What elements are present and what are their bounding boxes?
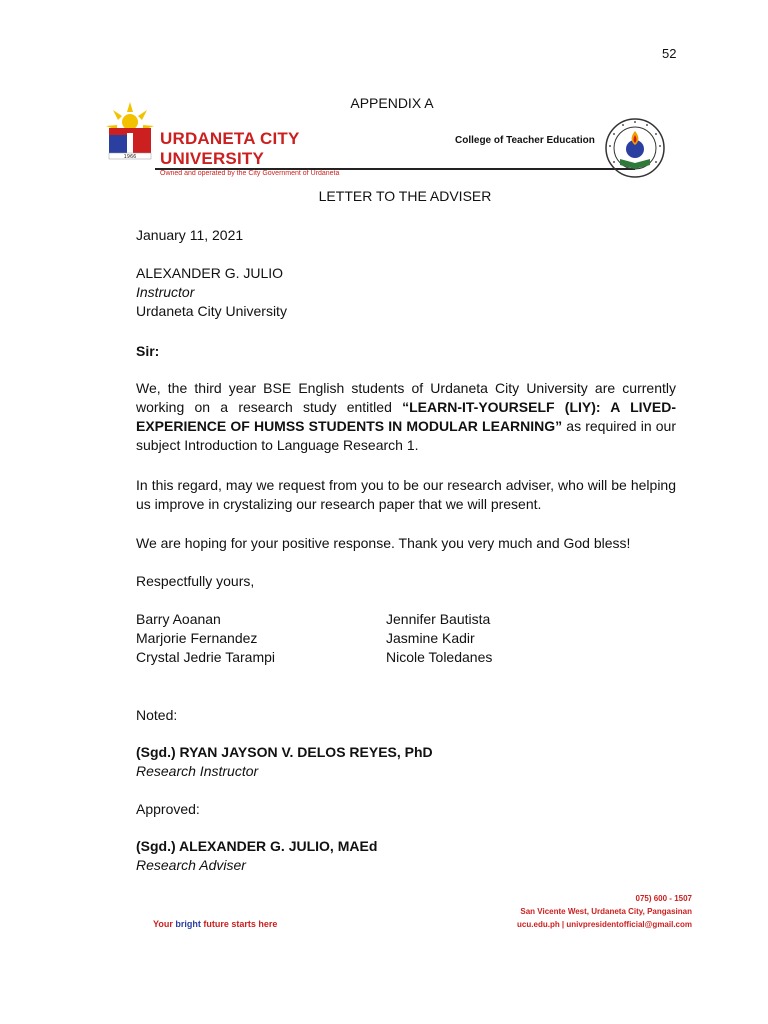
student-name: Barry Aoanan: [136, 611, 221, 627]
owned-by-text: Owned and operated by the City Government of Urdaneta: [160, 170, 340, 177]
paragraph-adviser: In this regard, may we request from you to be our research adviser, who will be helping us improve in crystalizing our research paper that we will present.: [136, 477, 676, 512]
university-name-line2: UNIVERSITY: [160, 149, 265, 168]
footer-address: San Vicente West, Urdaneta City, Pangasinan: [520, 907, 692, 916]
college-name: College of Teacher Education: [455, 135, 595, 146]
letter-date: January 11, 2021: [136, 227, 244, 243]
paragraph-closing: We are hoping for your positive response. Thank you very much and God bless!: [136, 535, 631, 551]
university-name-line1: URDANETA CITY: [160, 129, 300, 148]
footer-contact: [517, 892, 692, 931]
student-name: Jasmine Kadir: [386, 630, 475, 646]
student-name: Nicole Toledanes: [386, 649, 493, 665]
recipient-block: [136, 264, 287, 321]
footer-web-email: ucu.edu.ph | univpresidentofficial@gmail.com: [517, 920, 692, 929]
appendix-title: APPENDIX A: [350, 95, 434, 111]
noted-signatory: [136, 743, 433, 781]
complimentary-close: Respectfully yours,: [136, 573, 255, 589]
paragraph-intro: We, the third year BSE English students of Urdaneta City University are currently working on a research study entitled: [136, 380, 676, 415]
approved-label: Approved:: [136, 801, 200, 817]
students-left-column: [136, 610, 275, 667]
recipient-institution: Urdaneta City University: [136, 303, 287, 319]
paragraph-request: [136, 379, 676, 455]
study-title: “LEARN-IT-YOURSELF (LIY): A LIVED-EXPERIENCE OF HUMSS STUDENTS IN MODULAR LEARNING”: [136, 399, 676, 434]
students-right-column: [386, 610, 492, 667]
approved-signatory: [136, 837, 377, 875]
noted-name: (Sgd.) RYAN JAYSON V. DELOS REYES, PhD: [136, 744, 433, 760]
page-number: 52: [662, 46, 677, 61]
noted-role: Research Instructor: [136, 763, 259, 779]
approved-role: Research Adviser: [136, 857, 246, 873]
student-name: Jennifer Bautista: [386, 611, 491, 627]
university-name: [160, 129, 300, 169]
approved-name: (Sgd.) ALEXANDER G. JULIO, MAEd: [136, 838, 378, 854]
footer-tagline: Your bright future starts here: [153, 919, 278, 929]
college-seal-icon: [604, 117, 666, 179]
noted-label: Noted:: [136, 707, 178, 723]
student-name: Marjorie Fernandez: [136, 630, 258, 646]
logo-year: 1966: [123, 154, 137, 160]
letter-title: LETTER TO THE ADVISER: [318, 188, 492, 204]
paragraph-outro: as required in our subject Introduction to Language Research 1.: [136, 418, 676, 453]
recipient-position: Instructor: [136, 284, 195, 300]
recipient-name: ALEXANDER G. JULIO: [136, 265, 284, 281]
footer-phone: 075) 600 - 1507: [635, 894, 692, 903]
student-name: Crystal Jedrie Tarampi: [136, 649, 276, 665]
salutation: Sir:: [136, 343, 160, 359]
university-logo: [105, 100, 155, 160]
